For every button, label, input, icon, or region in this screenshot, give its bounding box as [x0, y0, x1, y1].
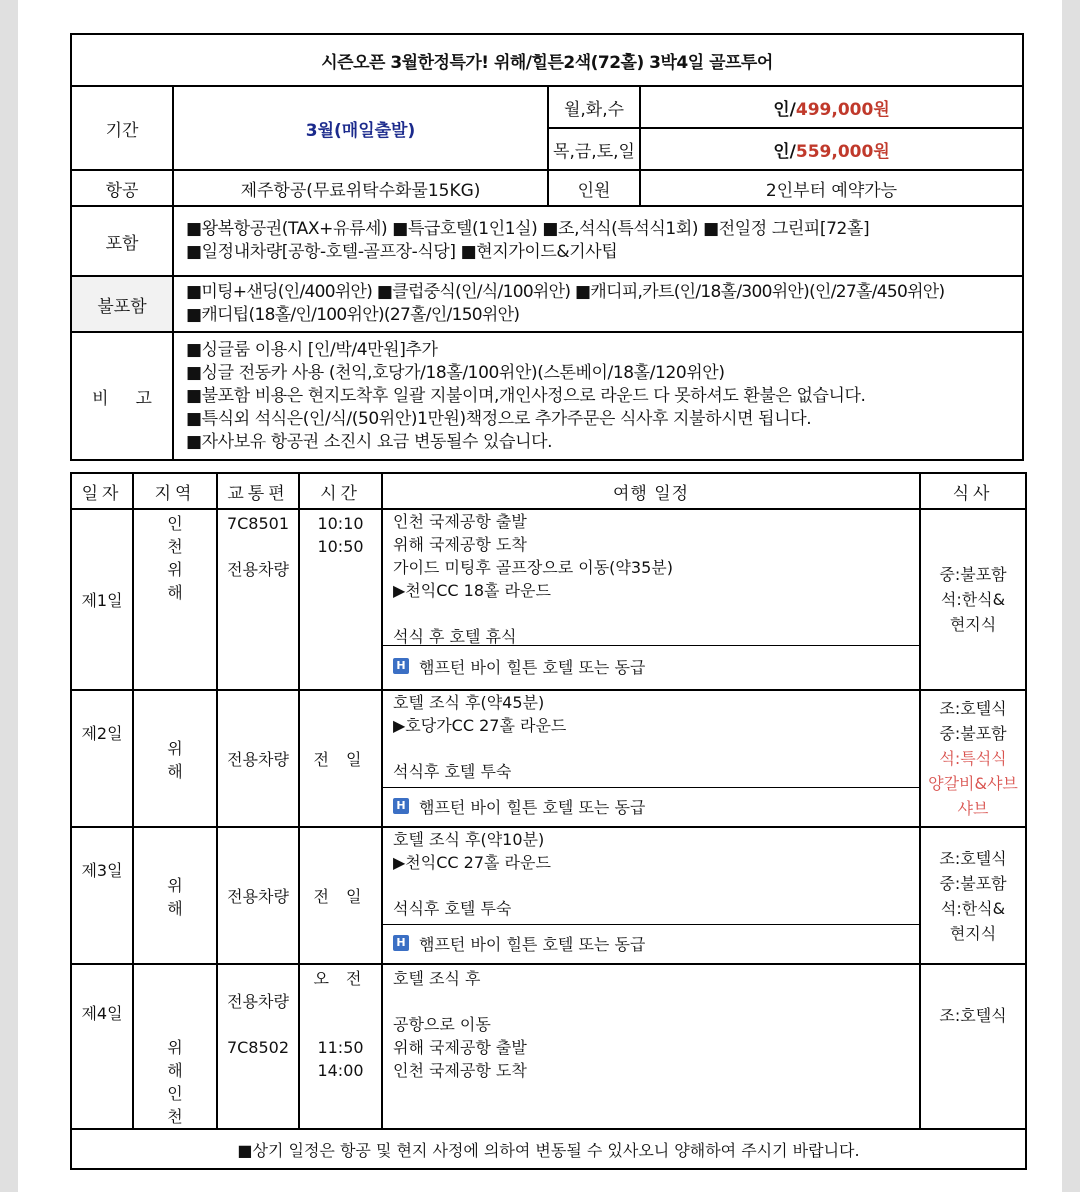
time: 10:50 — [317, 537, 364, 556]
meal-line: 조:호텔식 — [939, 699, 1007, 718]
meal-line: 중:불포함 — [939, 873, 1007, 893]
time: 10:10 — [317, 514, 364, 533]
remark-line: ■자사보유 항공권 소진시 요금 변동될수 있습니다. — [186, 431, 553, 452]
transport-vehicle: 전용차량 — [227, 992, 289, 1011]
header-meals: 식사 — [920, 473, 1026, 509]
excluded-line: ■캐디팁(18홀/인/100위안)(27홀/인/150위안) — [186, 305, 520, 325]
transport-cell: 전용차량 — [217, 690, 299, 827]
time-cell: 전 일 — [299, 690, 382, 827]
excluded-line: ■미팅+샌딩(인/400위안) ■클럽중식(인/식/100위안) ■캐디피,카트(인/18홀/300위안)(인/27홀/450위안) — [186, 282, 945, 302]
schedule-line: 호텔 조식 후 — [393, 969, 481, 988]
schedule-cell — [382, 827, 920, 964]
region-cell — [133, 509, 217, 690]
remarks-label: 비 고 — [71, 332, 173, 460]
schedule-line: 석식후 호텔 투숙 — [393, 762, 512, 781]
remark-line: ■싱글 전동카 사용 (천익,호당가/18홀/100위안)(스톤베이/18홀/120위안) — [186, 362, 725, 383]
time-cell: 전 일 — [299, 827, 382, 964]
header-region: 지역 — [133, 473, 217, 509]
price-amount: 499,000원 — [795, 99, 890, 120]
time-cell — [299, 964, 382, 1129]
schedule-line: 가이드 미팅후 골프장으로 이동(약35분) — [393, 558, 673, 577]
meal-cell — [920, 509, 1026, 690]
time: 11:50 — [317, 1038, 364, 1057]
excluded-list — [173, 276, 1023, 332]
people-label: 인원 — [548, 170, 640, 206]
transport-cell — [217, 964, 299, 1129]
day-label: 제1일 — [71, 509, 133, 690]
schedule-line: ▶천익CC 18홀 라운드 — [393, 581, 551, 600]
itinerary-row-day4 — [71, 964, 1026, 1129]
schedule-line: 석식후 호텔 투숙 — [393, 899, 512, 918]
people-value: 2인부터 예약가능 — [640, 170, 1023, 206]
meal-line: 중:불포함 — [939, 565, 1007, 584]
region: 위 해 — [167, 875, 201, 918]
region: 위 해 — [167, 560, 201, 602]
special-meal-line: 양갈비&샤브 — [928, 774, 1018, 793]
tour-title: 시즌오픈 3월한정특가! 위해/힐튼2색(72홀) 3박4일 골프투어 — [71, 34, 1023, 86]
hotel-name: 햄프턴 바이 힐튼 호텔 또는 동급 — [419, 934, 646, 954]
time: 오 전 — [313, 969, 368, 988]
schedule-line: 인천 국제공항 출발 — [393, 512, 527, 531]
hotel-line — [383, 645, 919, 686]
price-amount: 559,000원 — [795, 141, 890, 162]
remark-line: ■불포함 비용은 현지도착후 일괄 지불이며,개인사정으로 라운드 다 못하셔도 환불은 없습니다. — [186, 385, 866, 406]
excluded-label: 불포함 — [71, 276, 173, 332]
transport-cell: 전용차량 — [217, 827, 299, 964]
region-cell — [133, 827, 217, 964]
schedule-line: ▶천익CC 27홀 라운드 — [393, 853, 551, 872]
special-meal-line: 석:특석식 — [939, 749, 1007, 768]
region-cell — [133, 690, 217, 827]
meal-line: 현지식 — [949, 615, 997, 634]
schedule-line: 호텔 조식 후(약45분) — [393, 693, 545, 712]
schedule-line: ▶호당가CC 27홀 라운드 — [393, 716, 567, 735]
meal-cell — [920, 690, 1026, 827]
airline-label: 항공 — [71, 170, 173, 206]
time-cell — [299, 509, 382, 690]
transport-cell — [217, 509, 299, 690]
meal-line: 중:불포함 — [939, 724, 1007, 743]
header-transport: 교통편 — [217, 473, 299, 509]
price-prefix: 인/ — [773, 99, 796, 120]
flight-number: 7C8502 — [226, 1038, 290, 1057]
day-label: 제4일 — [71, 964, 133, 1129]
schedule-line: 위해 국제공항 도착 — [393, 535, 527, 554]
schedule-line: 석식 후 호텔 휴식 — [393, 627, 517, 646]
tour-info-table — [70, 33, 1024, 461]
included-label: 포함 — [71, 206, 173, 276]
header-date: 일자 — [71, 473, 133, 509]
meal-line: 석:한식& — [940, 898, 1006, 918]
itinerary-footer-note: ■상기 일정은 항공 및 현지 사정에 의하여 변동될 수 있사오니 양해하여 주시기 바랍니다. — [71, 1129, 1026, 1169]
schedule-cell — [382, 690, 920, 827]
included-list — [173, 206, 1023, 276]
hotel-line — [383, 787, 919, 824]
special-meal-line: 샤브 — [957, 799, 989, 818]
hotel-icon: H — [393, 798, 409, 814]
header-time: 시간 — [299, 473, 382, 509]
schedule-cell — [382, 964, 920, 1129]
hotel-icon: H — [393, 935, 409, 951]
region-cell — [133, 964, 217, 1129]
time: 14:00 — [317, 1061, 364, 1080]
period-value: 3월(매일출발) — [173, 86, 548, 170]
day-label: 제2일 — [71, 690, 133, 827]
period-label: 기간 — [71, 86, 173, 170]
document-page — [18, 0, 1062, 1192]
weekday-label-1: 월,화,수 — [548, 86, 640, 128]
schedule-line: 인천 국제공항 도착 — [393, 1061, 527, 1080]
hotel-name: 햄프턴 바이 힐튼 호텔 또는 동급 — [419, 797, 646, 817]
meal-cell — [920, 964, 1026, 1129]
day-label: 제3일 — [71, 827, 133, 964]
itinerary-row-day3 — [71, 827, 1026, 964]
region: 인 천 — [167, 514, 201, 556]
schedule-cell — [382, 509, 920, 690]
weekday-label-2: 목,금,토,일 — [548, 128, 640, 170]
meal-cell — [920, 827, 1026, 964]
itinerary-table — [70, 472, 1027, 1170]
itinerary-row-day1 — [71, 509, 1026, 690]
price-prefix: 인/ — [773, 141, 796, 162]
meal-line: 조:호텔식 — [939, 1006, 1007, 1025]
hotel-line — [383, 924, 919, 961]
schedule-line: 공항으로 이동 — [393, 1015, 491, 1034]
meal-line: 현지식 — [949, 923, 997, 943]
hotel-icon: H — [393, 658, 409, 674]
transport-vehicle: 전용차량 — [227, 560, 289, 579]
region: 위 해 — [167, 738, 201, 781]
included-line: ■왕복항공권(TAX+유류세) ■특급호텔(1인1실) ■조,석식(특석식1회) ■전일정 그린피[72홀] — [186, 219, 870, 239]
price-weekend — [640, 128, 1023, 170]
hotel-name: 햄프턴 바이 힐튼 호텔 또는 동급 — [419, 657, 646, 677]
price-weekday — [640, 86, 1023, 128]
remark-line: ■특식외 석식은(인/식/(50위안)1만원)책정으로 추가주문은 식사후 지불하시면 됩니다. — [186, 408, 812, 429]
remarks-list — [173, 332, 1023, 460]
schedule-line: 호텔 조식 후(약10분) — [393, 830, 545, 849]
region: 위 해 — [167, 1038, 201, 1080]
schedule-line: 위해 국제공항 출발 — [393, 1038, 527, 1057]
airline-value: 제주항공(무료위탁수화물15KG) — [173, 170, 548, 206]
region: 인 천 — [167, 1084, 201, 1126]
header-schedule: 여행 일정 — [382, 473, 920, 509]
meal-line: 조:호텔식 — [939, 848, 1007, 868]
included-line: ■일정내차량[공항-호텔-골프장-식당] ■현지가이드&기사팁 — [186, 242, 618, 262]
itinerary-row-day2 — [71, 690, 1026, 827]
meal-line: 석:한식& — [940, 590, 1006, 609]
flight-number: 7C8501 — [226, 514, 290, 533]
remark-line: ■싱글룸 이용시 [인/박/4만원]추가 — [186, 339, 438, 360]
